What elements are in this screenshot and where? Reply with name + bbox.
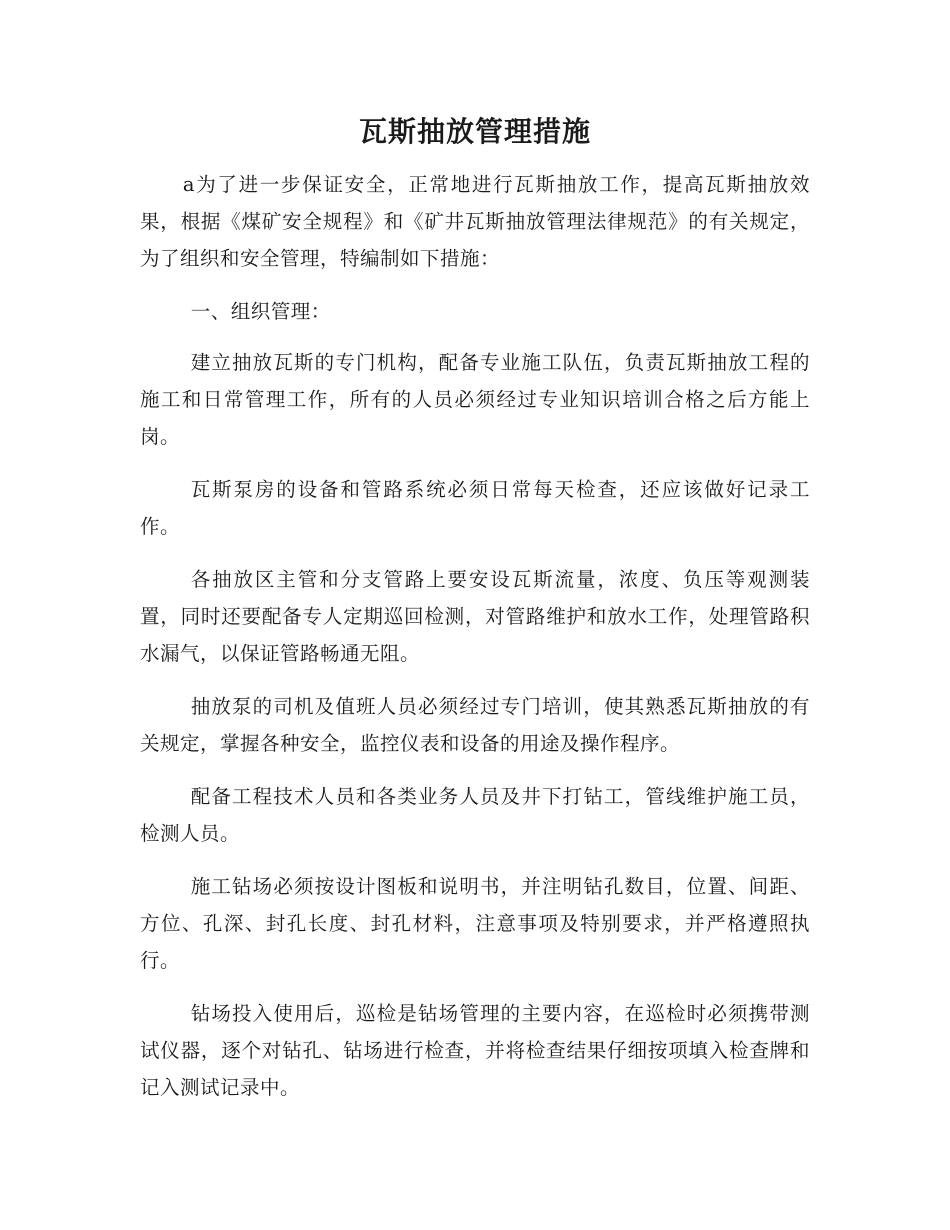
paragraph-intro: a为了进一步保证安全，正常地进行瓦斯抽放工作，提高瓦斯抽放效果，根据《煤矿安全规程》和《矿井瓦斯抽放管理法律规范》的有关规定，为了组织和安全管理，特编制如下措施： bbox=[140, 173, 810, 270]
document-body bbox=[140, 166, 810, 1122]
paragraph-7: 钻场投入使用后，巡检是钻场管理的主要内容，在巡检时必须携带测试仪器，逐个对钻孔、钻场进行检查，并将检查结果仔细按项填入检查牌和记入测试记录中。 bbox=[140, 1002, 810, 1099]
paragraph-3: 各抽放区主管和分支管路上要安设瓦斯流量，浓度、负压等观测装置，同时还要配备专人定期巡回检测，对管路维护和放水工作，处理管路积水漏气，以保证管路畅通无阻。 bbox=[140, 568, 810, 665]
document-title: 瓦斯抽放管理措施 bbox=[358, 115, 591, 148]
section-heading-organization: 一、组织管理： bbox=[190, 300, 331, 323]
paragraph-1: 建立抽放瓦斯的专门机构，配备专业施工队伍，负责瓦斯抽放工程的施工和日常管理工作，所有的人员必须经过专业知识培训合格之后方能上岗。 bbox=[140, 351, 810, 448]
paragraph-6: 施工钻场必须按设计图板和说明书，并注明钻孔数目，位置、间距、方位、孔深、封孔长度、封孔材料，注意事项及特别要求，并严格遵照执行。 bbox=[140, 875, 810, 972]
paragraph-2: 瓦斯泵房的设备和管路系统必须日常每天检查，还应该做好记录工作。 bbox=[140, 478, 810, 538]
paragraph-5: 配备工程技术人员和各类业务人员及井下打钻工，管线维护施工员，检测人员。 bbox=[140, 785, 810, 845]
paragraph-4: 抽放泵的司机及值班人员必须经过专门培训，使其熟悉瓦斯抽放的有关规定，掌握各种安全，监控仪表和设备的用途及操作程序。 bbox=[140, 695, 810, 755]
